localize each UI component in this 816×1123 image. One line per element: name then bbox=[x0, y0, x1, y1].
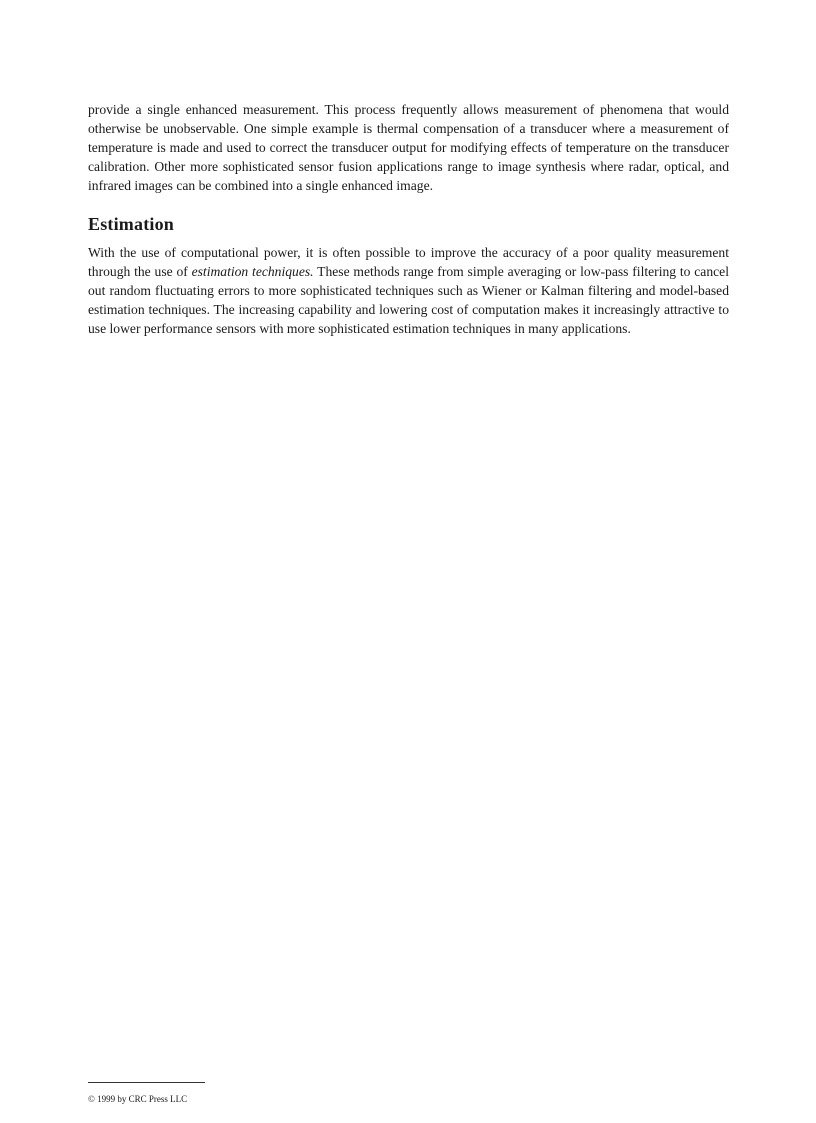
estimation-paragraph-text-before: With the use of computational power, it is often possible to improve the accuracy of a poor quality measurement through the use of bbox=[88, 245, 729, 279]
estimation-paragraph bbox=[88, 243, 729, 338]
intro-paragraph: provide a single enhanced measurement. This process frequently allows measurement of phenomena that would otherwise be unobservable. One simple example is thermal compensation of a transducer where a measurement of temperature is made and used to correct the transducer output for modifying effects of temperature on the transducer calibration. Other more sophisticated sensor fusion applications range to image synthesis where radar, optical, and infrared images can be combined into a single enhanced image. bbox=[88, 102, 729, 193]
estimation-paragraph-text-after: These methods range from simple averaging or low-pass filtering to cancel out random fluctuating errors to more sophisticated techniques such as Wiener or Kalman filtering and model-based estimation techniques. The increasing capability and lowering cost of computation makes it increasingly attractive to use lower performance sensors with more sophisticated estimation techniques in many applications. bbox=[88, 264, 729, 336]
section-heading-estimation: Estimation bbox=[88, 214, 175, 234]
footer-copyright: © 1999 by CRC Press LLC bbox=[88, 1094, 188, 1104]
estimation-techniques-emphasis: estimation techniques. bbox=[191, 264, 314, 279]
page-content bbox=[88, 100, 729, 338]
footer-divider bbox=[88, 1082, 205, 1083]
